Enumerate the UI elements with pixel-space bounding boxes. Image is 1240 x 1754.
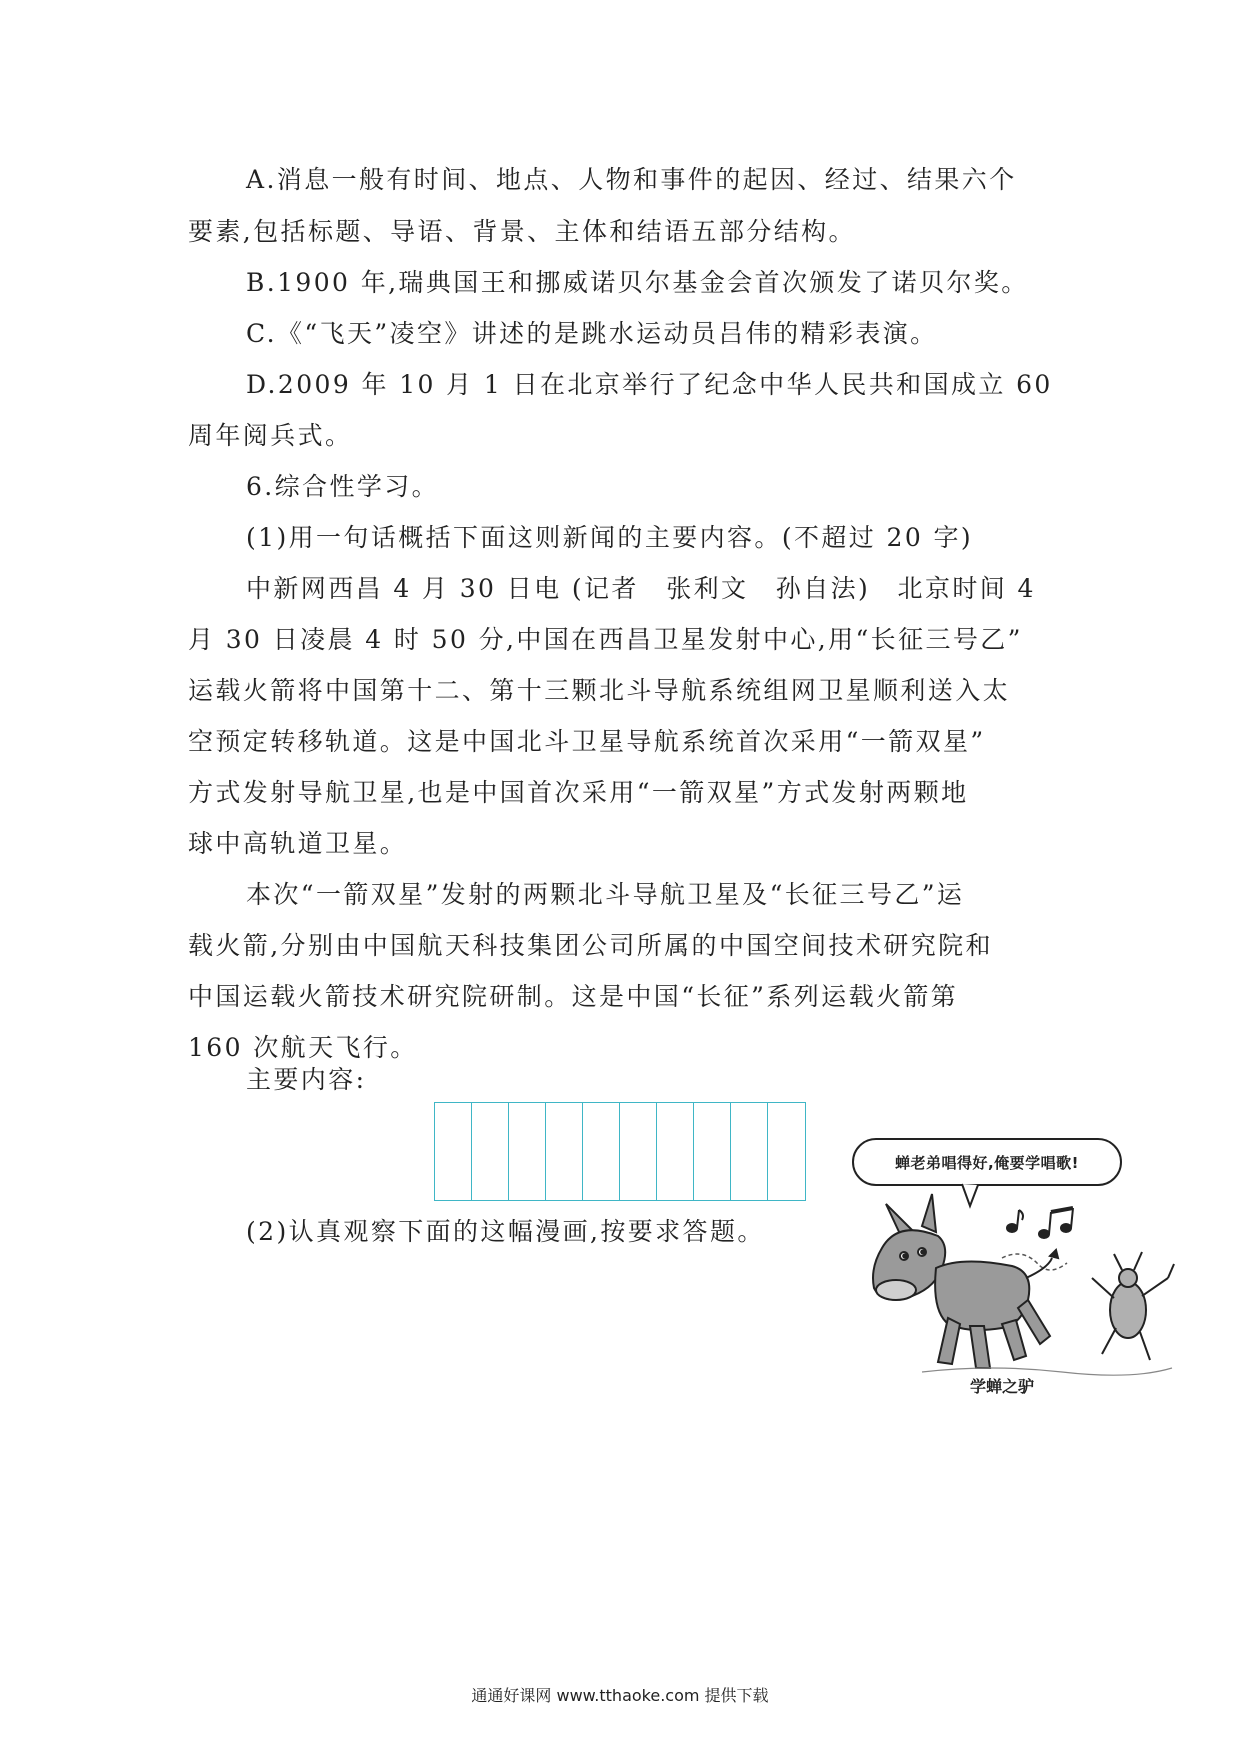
news-para1-line-2: 月 30 日凌晨 4 时 50 分,中国在西昌卫星发射中心,用“长征三号乙” <box>188 625 1023 654</box>
news-para1-line-3: 运载火箭将中国第十二、第十三颗北斗导航系统组网卫星顺利送入太 <box>188 676 1011 705</box>
answer-cell[interactable] <box>620 1103 657 1200</box>
news-para1-line-4: 空预定转移轨道。这是中国北斗卫星导航系统首次采用“一箭双星” <box>188 727 986 756</box>
answer-cell[interactable] <box>509 1103 546 1200</box>
news-para1-line-1: 中新网西昌 4 月 30 日电 (记者 张利文 孙自法) 北京时间 4 <box>246 574 1036 603</box>
option-d-line-1: D.2009 年 10 月 1 日在北京举行了纪念中华人民共和国成立 60 <box>246 370 1053 399</box>
news-para2-line-1: 本次“一箭双星”发射的两颗北斗导航卫星及“长征三号乙”运 <box>246 880 965 909</box>
answer-cell[interactable] <box>731 1103 768 1200</box>
answer-cell[interactable] <box>694 1103 731 1200</box>
news-para2-line-2: 载火箭,分别由中国航天科技集团公司所属的中国空间技术研究院和 <box>188 931 993 960</box>
option-b-line: B.1900 年,瑞典国王和挪威诺贝尔基金会首次颁发了诺贝尔奖。 <box>246 268 1029 297</box>
answer-cell[interactable] <box>472 1103 509 1200</box>
option-a-line-1: A.消息一般有时间、地点、人物和事件的起因、经过、结果六个 <box>246 165 1017 194</box>
option-d <box>188 365 1053 401</box>
news-para2-line-3: 中国运载火箭技术研究院研制。这是中国“长征”系列运载火箭第 <box>188 982 959 1011</box>
answer-label: 主要内容: <box>246 1065 367 1094</box>
option-c-line: C.《“飞天”凌空》讲述的是跳水运动员吕伟的精彩表演。 <box>246 319 938 348</box>
cicada-icon <box>1092 1252 1174 1360</box>
answer-grid[interactable] <box>434 1102 806 1201</box>
donkey-icon <box>873 1194 1058 1368</box>
speech-bubble: 蝉老弟唱得好,俺要学唱歌! <box>852 1138 1122 1186</box>
cartoon-illustration <box>852 1128 1190 1408</box>
answer-cell[interactable] <box>435 1103 472 1200</box>
question-6-title: 6.综合性学习。 <box>246 472 440 501</box>
answer-cell[interactable] <box>768 1103 805 1200</box>
question-6-1: (1)用一句话概括下面这则新闻的主要内容。(不超过 20 字) <box>246 523 974 552</box>
music-notes-icon <box>1007 1208 1073 1238</box>
option-c <box>188 314 1048 350</box>
option-a <box>188 160 1048 196</box>
cartoon <box>852 1128 1190 1408</box>
question-6-2: (2)认真观察下面的这幅漫画,按要求答题。 <box>246 1217 765 1246</box>
answer-cell[interactable] <box>583 1103 620 1200</box>
news-para2-line-4: 160 次航天飞行。 <box>188 1033 418 1062</box>
answer-cell[interactable] <box>546 1103 583 1200</box>
answer-cell[interactable] <box>657 1103 694 1200</box>
news-para1-line-6: 球中高轨道卫星。 <box>188 829 408 858</box>
cartoon-caption: 学蝉之驴 <box>970 1377 1035 1396</box>
news-para1-line-5: 方式发射导航卫星,也是中国首次采用“一箭双星”方式发射两颗地 <box>188 778 969 807</box>
footer-source: 通通好课网 www.tthaoke.com 提供下载 <box>471 1686 769 1705</box>
option-a-cont <box>188 212 1048 248</box>
option-a-line-2: 要素,包括标题、导语、背景、主体和结语五部分结构。 <box>188 217 856 246</box>
option-b <box>188 263 1048 299</box>
option-d-line-2: 周年阅兵式。 <box>188 421 353 450</box>
option-d-cont <box>188 416 1048 452</box>
